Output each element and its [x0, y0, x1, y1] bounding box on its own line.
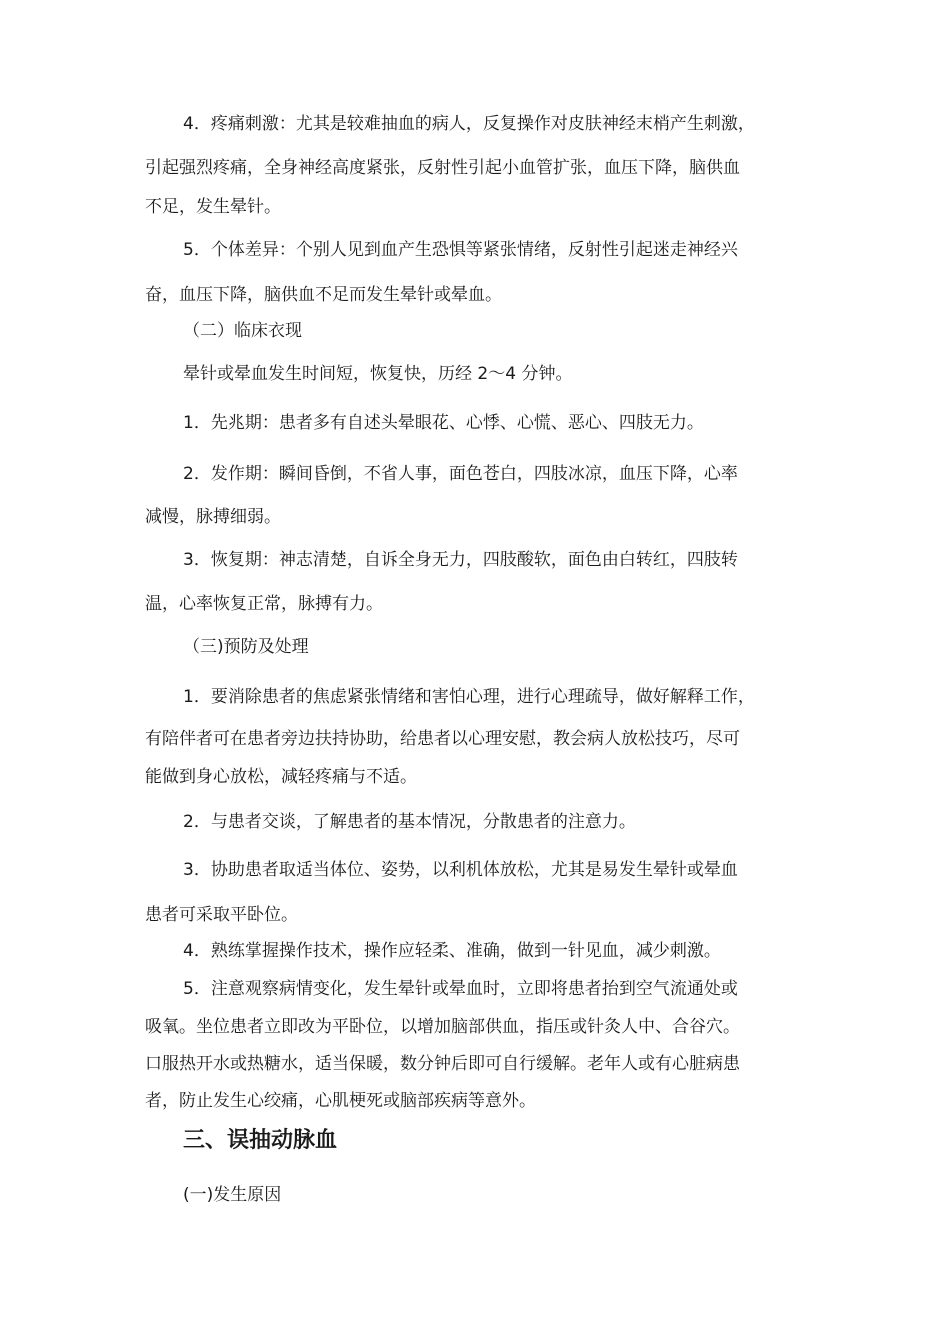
paragraph-attack-line-1: 2．发作期：瞬间昏倒，不省人事，面色苍白，四肢冰凉，血压下降，心率: [183, 464, 738, 484]
paragraph-conversation: 2．与患者交谈，了解患者的基本情况，分散患者的注意力。: [183, 812, 636, 832]
paragraph-individual-line-2: 奋，血压下降，脑供血不足而发生晕针或晕血。: [145, 285, 502, 305]
paragraph-posture-line-1: 3．协助患者取适当体位、姿势，以利机体放松，尤其是易发生晕针或晕血: [183, 860, 738, 880]
paragraph-individual-line-1: 5．个体差异：个别人见到血产生恐惧等紧张情绪，反射性引起迷走神经兴: [183, 240, 738, 260]
paragraph-duration: 晕针或晕血发生时间短，恢复快，历经 2～4 分钟。: [183, 364, 573, 384]
paragraph-observe-line-4: 者，防止发生心绞痛，心肌梗死或脑部疾病等意外。: [145, 1091, 536, 1111]
paragraph-attack-line-2: 减慢，脉搏细弱。: [145, 507, 281, 527]
paragraph-pain-line-1: 4．疼痛刺激：尤其是较难抽血的病人，反复操作对皮肤神经末梢产生刺激，: [183, 114, 755, 134]
subheading-clinical: （二）临床衣现: [183, 321, 302, 341]
subheading-prevention: （三)预防及处理: [183, 637, 309, 657]
paragraph-pain-line-2: 引起强烈疼痛，全身神经高度紧张，反射性引起小血管扩张，血压下降，脑供血: [145, 158, 740, 178]
paragraph-observe-line-2: 吸氧。坐位患者立即改为平卧位，以增加脑部供血，指压或针灸人中、合谷穴。: [145, 1017, 740, 1037]
paragraph-pain-line-3: 不足，发生晕针。: [145, 197, 281, 217]
paragraph-prodrome: 1．先兆期：患者多有自述头晕眼花、心悸、心慌、恶心、四肢无力。: [183, 413, 704, 433]
paragraph-observe-line-3: 口服热开水或热糖水，适当保暖，数分钟后即可自行缓解。老年人或有心脏病患: [145, 1054, 740, 1074]
paragraph-recovery-line-2: 温，心率恢复正常，脉搏有力。: [145, 594, 383, 614]
paragraph-anxiety-line-1: 1．要消除患者的焦虑紧张情绪和害怕心理，进行心理疏导，做好解释工作，: [183, 687, 755, 707]
paragraph-technique: 4．熟练掌握操作技术，操作应轻柔、准确，做到一针见血，减少刺激。: [183, 941, 721, 961]
paragraph-anxiety-line-2: 有陪伴者可在患者旁边扶持协助，给患者以心理安慰，教会病人放松技巧，尽可: [145, 729, 740, 749]
paragraph-recovery-line-1: 3．恢复期：神志清楚，自诉全身无力，四肢酸软，面色由白转红，四肢转: [183, 550, 738, 570]
paragraph-anxiety-line-3: 能做到身心放松，减轻疼痛与不适。: [145, 767, 417, 787]
paragraph-posture-line-2: 患者可采取平卧位。: [145, 905, 298, 925]
section-heading-arterial: 三、误抽动脉血: [183, 1128, 338, 1153]
subheading-causes: (一)发生原因: [183, 1185, 282, 1205]
paragraph-observe-line-1: 5．注意观察病情变化，发生晕针或晕血时，立即将患者抬到空气流通处或: [183, 979, 738, 999]
